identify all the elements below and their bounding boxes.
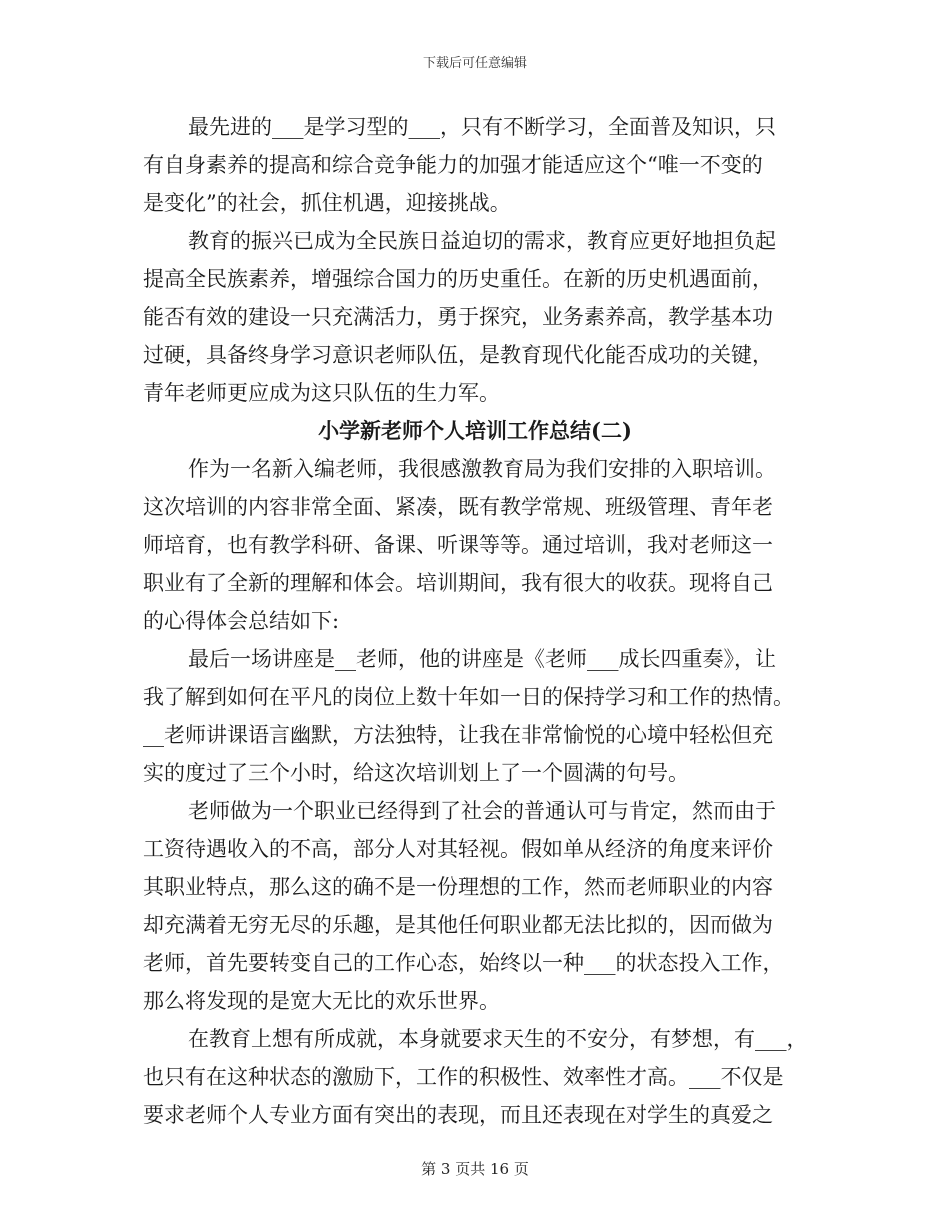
paragraph-line: 在教育上想有所成就，本身就要求天生的不安分，有梦想，有___， <box>188 1027 808 1051</box>
paragraph-line: 工资待遇收入的不高，部分人对其轻视。假如单从经济的角度来评价 <box>143 837 773 861</box>
paragraph-line: 老师做为一个职业已经得到了社会的普通认可与肯定，然而由于 <box>188 799 776 823</box>
paragraph-line: 职业有了全新的理解和体会。培训期间，我有很大的收获。现将自己 <box>143 571 773 595</box>
paragraph-line: 那么将发现的是宽大无比的欢乐世界。 <box>143 989 500 1013</box>
paragraph-line: 提高全民族素养，增强综合国力的历史重任。在新的历史机遇面前， <box>143 267 773 291</box>
paragraph-line: 最后一场讲座是__老师，他的讲座是《老师___成长四重奏》，让 <box>188 647 776 671</box>
paragraph-line: 实的度过了三个小时，给这次培训划上了一个圆满的句号。 <box>143 761 689 785</box>
paragraph-line: 是变化”的社会，抓住机遇，迎接挑战。 <box>143 191 511 215</box>
paragraph-line: 作为一名新入编老师，我很感激教育局为我们安排的入职培训。 <box>188 457 776 481</box>
paragraph-line: 最先进的___是学习型的___，只有不断学习，全面普及知识，只 <box>188 115 776 139</box>
document-body <box>143 108 807 1134</box>
paragraph-line: 其职业特点，那么这的确不是一份理想的工作，然而老师职业的内容 <box>143 875 773 899</box>
paragraph-line: 我了解到如何在平凡的岗位上数十年如一日的保持学习和工作的热情。 <box>143 685 794 709</box>
paragraph-line: __老师讲课语言幽默，方法独特，让我在非常愉悦的心境中轻松但充 <box>143 723 773 747</box>
page-header: 下载后可任意编辑 <box>422 56 527 71</box>
paragraph-line: 要求老师个人专业方面有突出的表现，而且还表现在对学生的真爱之 <box>143 1103 773 1127</box>
paragraph-line: 师培育，也有教学科研、备课、听课等等。通过培训，我对老师这一 <box>143 533 773 557</box>
paragraph-line: 的心得体会总结如下: <box>143 609 340 633</box>
paragraph-line: 却充满着无穷无尽的乐趣，是其他任何职业都无法比拟的，因而做为 <box>143 913 773 937</box>
paragraph-line: 有自身素养的提高和综合竞争能力的加强才能适应这个“唯一不变的 <box>143 153 763 177</box>
paragraph-line: 教育的振兴已成为全民族日益迫切的需求，教育应更好地担负起 <box>188 229 776 253</box>
paragraph-line: 过硬，具备终身学习意识老师队伍，是教育现代化能否成功的关键， <box>143 343 773 367</box>
paragraph-line: 能否有效的建设一只充满活力，勇于探究，业务素养高，教学基本功 <box>143 305 773 329</box>
page-footer: 第 3 页共 16 页 <box>421 1160 529 1178</box>
paragraph-line: 青年老师更应成为这只队伍的生力军。 <box>143 381 500 405</box>
paragraph-line: 这次培训的内容非常全面、紧凑，既有教学常规、班级管理、青年老 <box>143 495 773 519</box>
section-title: 小学新老师个人培训工作总结(二) <box>318 418 632 443</box>
paragraph-line: 老师，首先要转变自己的工作心态，始终以一种___的状态投入工作， <box>143 951 784 975</box>
paragraph-line: 也只有在这种状态的激励下，工作的积极性、效率性才高。___不仅是 <box>143 1065 784 1089</box>
